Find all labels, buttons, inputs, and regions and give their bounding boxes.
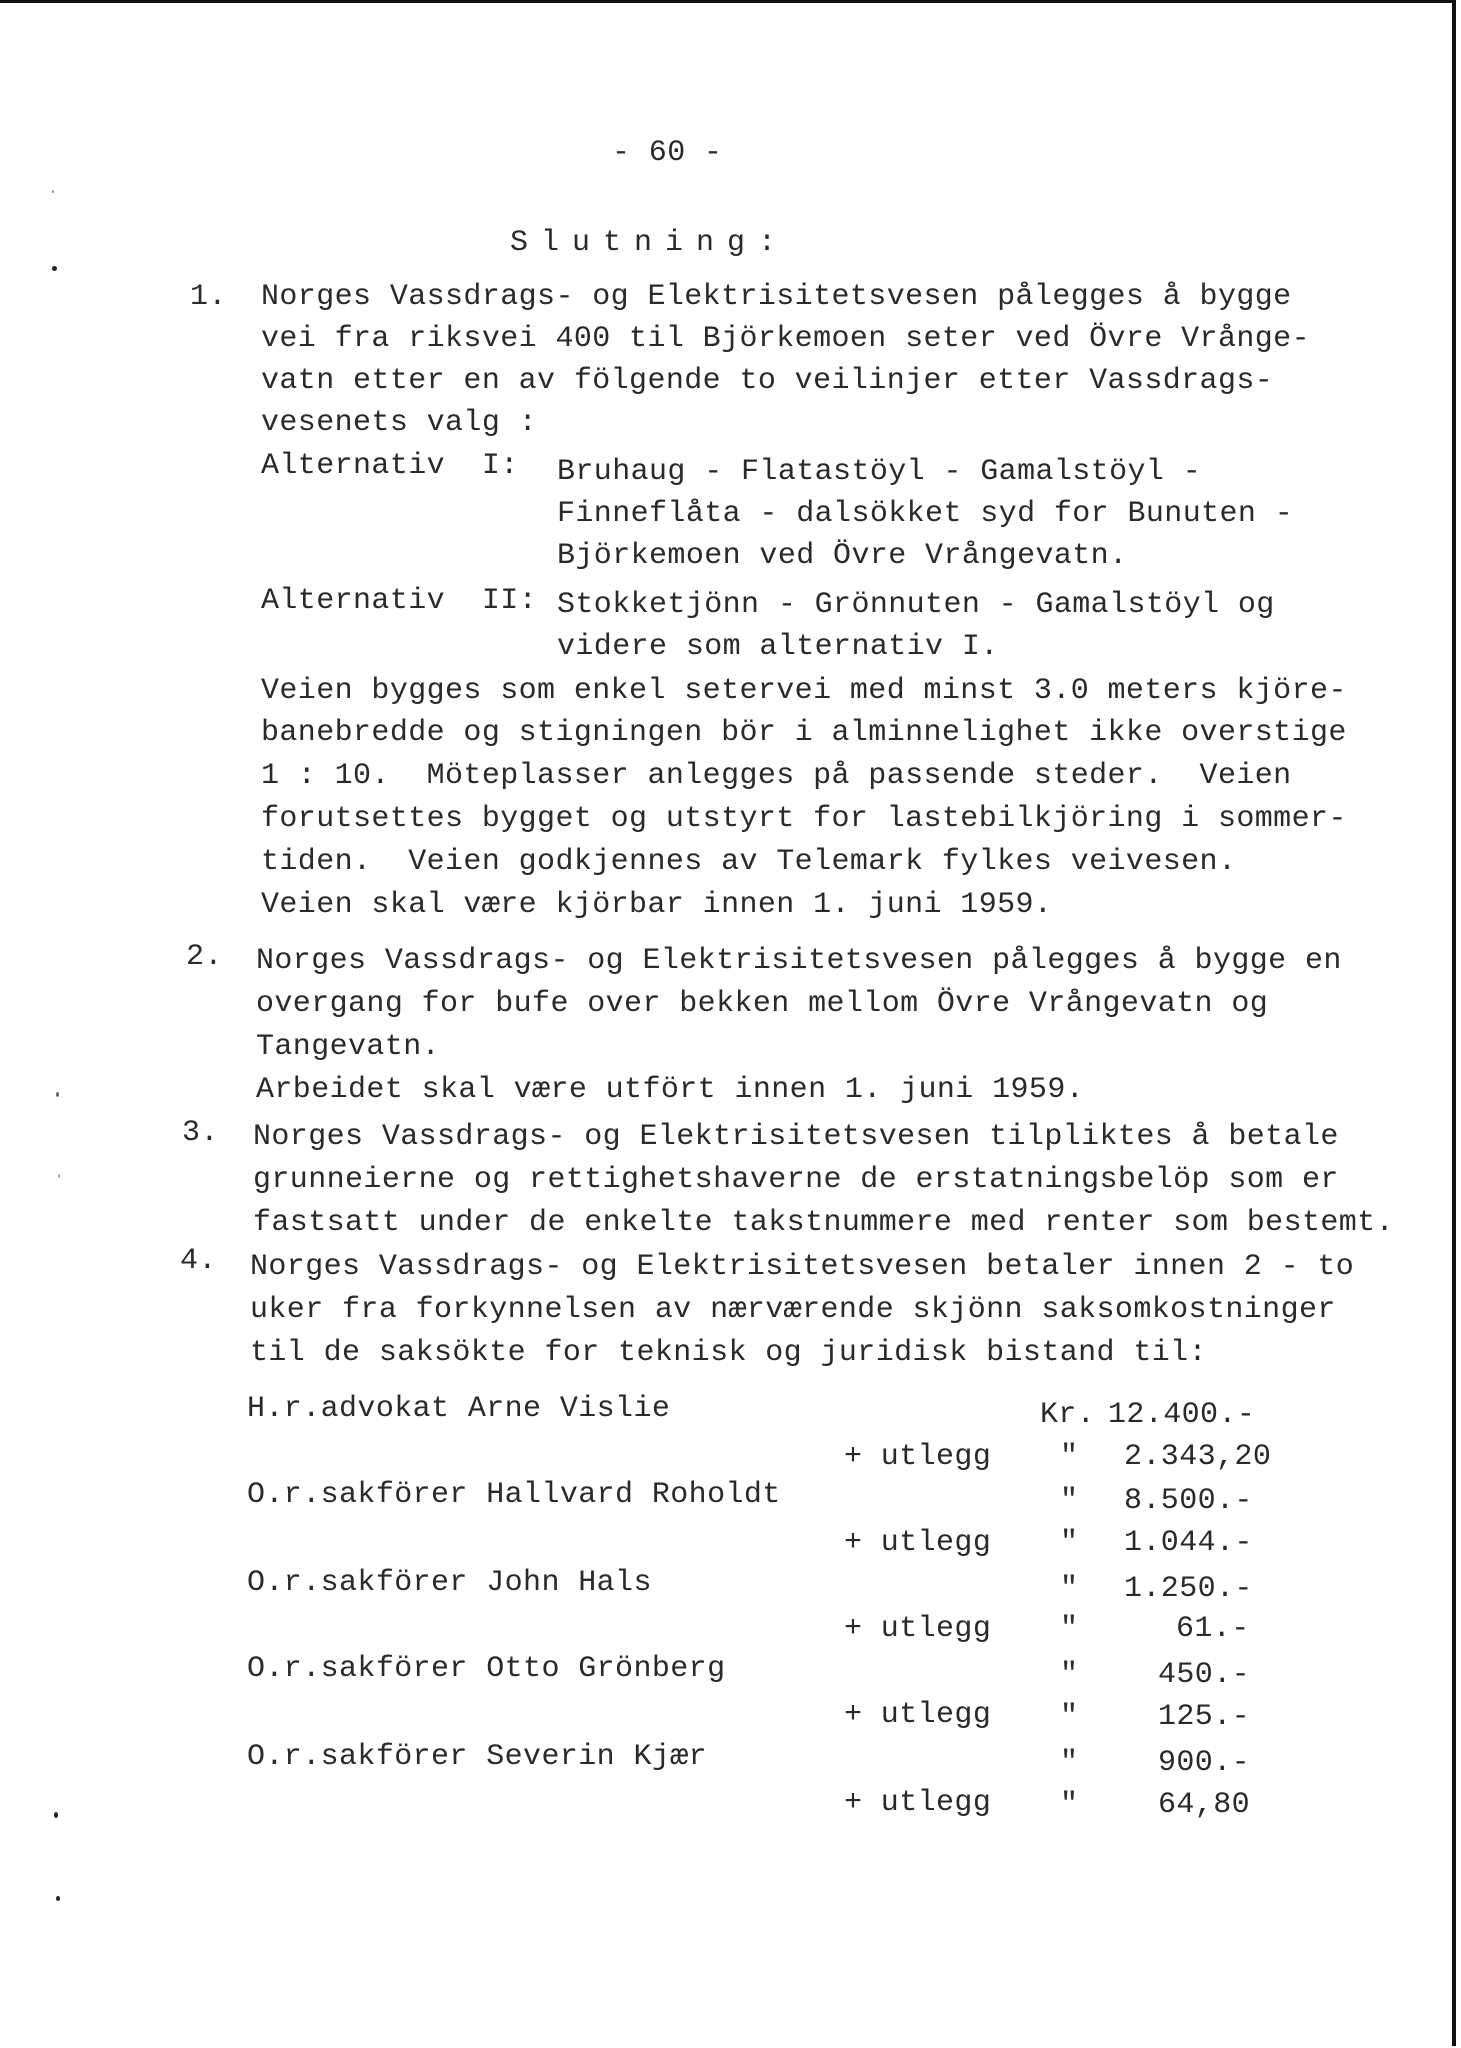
item-1-line: vei fra riksvei 400 til Björkemoen seter ved Övre Vrånge- xyxy=(261,322,1310,356)
item-1-line: vatn etter en av fölgende to veilinjer etter Vassdrags- xyxy=(261,364,1274,398)
cost-prefix: " xyxy=(1060,1746,1079,1780)
item-3-line: grunneierne og rettighetshaverne de erstatningsbelöp som er xyxy=(253,1163,1339,1197)
cost-amount: 900.- xyxy=(1158,1746,1251,1780)
scan-speck xyxy=(54,1812,58,1818)
cost-amount: 64,80 xyxy=(1158,1788,1251,1822)
cost-name: O.r.sakförer Hallvard Roholdt xyxy=(247,1478,781,1512)
cost-amount: 125.- xyxy=(1158,1700,1251,1734)
item-1-number: 1. xyxy=(190,280,227,314)
scan-speck xyxy=(52,266,57,271)
cost-amount: 61.- xyxy=(1176,1612,1250,1646)
alternative-2-label: Alternativ II: xyxy=(261,584,538,618)
item-1-detail-line: 1 : 10. Möteplasser anlegges på passende steder. Veien xyxy=(261,759,1292,793)
item-1-detail-line: Veien skal være kjörbar innen 1. juni 1959. xyxy=(261,888,1053,922)
item-1-detail-line: banebredde og stigningen bör i alminnelighet ikke overstige xyxy=(261,716,1347,750)
cost-name: + utlegg xyxy=(844,1786,992,1820)
item-2-number: 2. xyxy=(186,940,223,974)
item-2-line: overgang for bufe over bekken mellom Övre Vrångevatn og xyxy=(256,987,1269,1021)
alternative-1-line: Finneflåta - dalsökket syd for Bunuten - xyxy=(557,497,1294,531)
item-1-line: vesenets valg : xyxy=(261,406,538,440)
item-4-line: Norges Vassdrags- og Elektrisitetsvesen betaler innen 2 - to xyxy=(250,1250,1355,1284)
cost-name: O.r.sakförer John Hals xyxy=(247,1566,652,1600)
cost-prefix: " xyxy=(1060,1658,1079,1692)
scan-speck xyxy=(56,1896,60,1901)
cost-name: O.r.sakförer Otto Grönberg xyxy=(247,1652,726,1686)
cost-prefix: " xyxy=(1060,1612,1079,1646)
cost-name: + utlegg xyxy=(844,1698,992,1732)
cost-prefix: " xyxy=(1060,1572,1079,1606)
item-2-line: Arbeidet skal være utfört innen 1. juni 1959. xyxy=(256,1073,1085,1107)
cost-name: + utlegg xyxy=(844,1612,992,1646)
cost-amount: 1.044.- xyxy=(1124,1526,1253,1560)
item-4-number: 4. xyxy=(180,1244,217,1278)
cost-name: H.r.advokat Arne Vislie xyxy=(247,1392,671,1426)
page-number: - 60 - xyxy=(612,136,723,170)
scan-speck xyxy=(58,1174,60,1178)
item-3-line: fastsatt under de enkelte takstnummere med renter som bestemt. xyxy=(253,1206,1394,1240)
cost-amount: 12.400.- xyxy=(1108,1398,1256,1432)
item-3-line: Norges Vassdrags- og Elektrisitetsvesen tilpliktes å betale xyxy=(253,1120,1339,1154)
item-3-number: 3. xyxy=(182,1116,219,1150)
alternative-2-line: Stokketjönn - Grönnuten - Gamalstöyl og xyxy=(557,588,1275,622)
item-2-line: Norges Vassdrags- og Elektrisitetsvesen pålegges å bygge en xyxy=(256,944,1342,978)
cost-amount: 1.250.- xyxy=(1124,1572,1253,1606)
cost-name: + utlegg xyxy=(844,1526,992,1560)
cost-prefix: " xyxy=(1060,1526,1079,1560)
alternative-1-label: Alternativ I: xyxy=(261,449,519,483)
cost-prefix: " xyxy=(1060,1484,1079,1518)
scan-speck xyxy=(56,1092,59,1097)
alternative-2-line: videre som alternativ I. xyxy=(557,630,999,664)
cost-amount: 8.500.- xyxy=(1124,1484,1253,1518)
item-1-detail-line: forutsettes bygget og utstyrt for lastebilkjöring i sommer- xyxy=(261,802,1347,836)
section-heading: Slutning: xyxy=(510,226,790,260)
item-2-line: Tangevatn. xyxy=(256,1030,441,1064)
cost-prefix: Kr. xyxy=(1040,1398,1096,1432)
cost-prefix: " xyxy=(1060,1700,1079,1734)
item-1-detail-line: tiden. Veien godkjennes av Telemark fylkes veivesen. xyxy=(261,845,1237,879)
item-1-detail-line: Veien bygges som enkel setervei med minst 3.0 meters kjöre- xyxy=(261,674,1347,708)
item-4-line: til de saksökte for teknisk og juridisk bistand til: xyxy=(250,1336,1207,1370)
cost-name: + utlegg xyxy=(844,1440,992,1474)
cost-prefix: " xyxy=(1060,1788,1079,1822)
cost-amount: 2.343,20 xyxy=(1124,1440,1272,1474)
item-1-line: Norges Vassdrags- og Elektrisitetsvesen pålegges å bygge xyxy=(261,280,1292,314)
cost-name: O.r.sakförer Severin Kjær xyxy=(247,1740,708,1774)
cost-amount: 450.- xyxy=(1158,1658,1251,1692)
item-4-line: uker fra forkynnelsen av nærværende skjönn saksomkostninger xyxy=(250,1293,1336,1327)
cost-prefix: " xyxy=(1060,1440,1079,1474)
alternative-1-line: Bruhaug - Flatastöyl - Gamalstöyl - xyxy=(557,455,1202,489)
scan-speck xyxy=(52,190,54,193)
alternative-1-line: Björkemoen ved Övre Vrångevatn. xyxy=(557,539,1128,573)
